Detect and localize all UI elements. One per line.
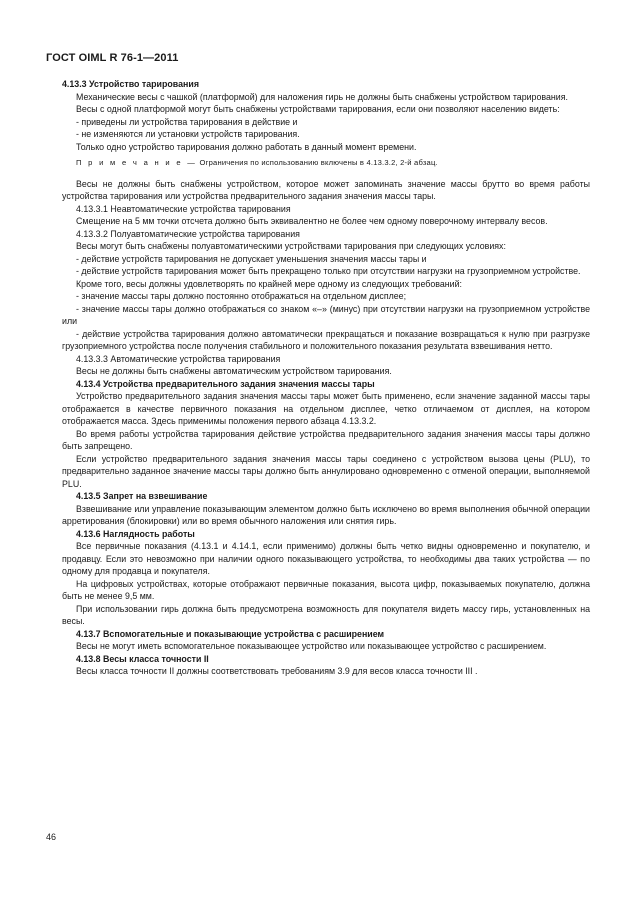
paragraph: Весы класса точности II должны соответствовать требованиям 3.9 для весов класса точности III .	[76, 666, 478, 676]
section-heading: 4.13.6 Наглядность работы	[76, 528, 195, 539]
paragraph: Весы могут быть снабжены полуавтоматическими устройствами тарирования при следующих условиях:	[76, 241, 506, 251]
paragraph: Все первичные показания (4.13.1 и 4.14.1, если применимо) должны быть четко видны одновременно и покупателю, и продавцу. Если это невозможно при наличии одного показывающего устройства, то необходимы два таких устройства — по одному для продавца и покупателя.	[62, 541, 590, 576]
note	[62, 157, 590, 170]
list-item: - приведены ли устройства тарирования в действие и	[76, 116, 298, 127]
document-header: ГОСТ OIML R 76-1—2011	[46, 52, 179, 64]
note-text: Ограничения по использованию включены в 4.13.3.2, 2-й абзац.	[199, 158, 438, 167]
section-heading: 4.13.5 Запрет на взвешивание	[76, 491, 208, 501]
paragraph: При использовании гирь должна быть предусмотрена возможность для покупателя видеть массу гирь, установленных на весы.	[62, 603, 590, 626]
list-item: - действие устройств тарирования не допускает уменьшения значения массы тары и	[76, 253, 427, 264]
paragraph: Весы не могут иметь вспомогательное показывающее устройство или показывающее устройство с расширением.	[76, 641, 547, 651]
page-number: 46	[46, 832, 57, 842]
paragraph: Смещение на 5 мм точки отсчета должно быть эквивалентно не более чем одному поверочному интервалу весов.	[76, 216, 548, 226]
subsection-heading: 4.13.3.2 Полуавтоматические устройства тарирования	[76, 228, 300, 239]
list-item: - действие устройства тарирования должно автоматически прекращаться и показание возвращаться к нулю при разгрузке грузоприемного устройства после получения стабильного и положительного показания результата взвешивания нетто.	[62, 328, 590, 351]
section-heading: 4.13.4 Устройства предварительного задания значения массы тары	[76, 378, 375, 389]
list-item: - значение массы тары должно отображаться со знаком «–» (минус) при отсутствии нагрузки на грузоприемном устройстве или	[62, 303, 590, 326]
paragraph: Если устройство предварительного задания значения массы тары соединено с устройством вызова цены (PLU), то предварительно заданное значение массы тары должно быть аннулировано одновременно с отменой операции, выполняемой PLU.	[62, 453, 590, 489]
paragraph: Только одно устройство тарирования должно работать в данный момент времени.	[76, 141, 417, 152]
paragraph: Весы не должны быть снабжены автоматическим устройством тарирования.	[76, 366, 392, 376]
paragraph: На цифровых устройствах, которые отображают первичные показания, высота цифр, показываемых покупателю, должна быть не менее 9,5 мм.	[62, 578, 590, 601]
list-item: - действие устройств тарирования может быть прекращено только при отсутствии нагрузки на грузоприемном устройстве.	[76, 266, 581, 276]
section-heading: 4.13.3 Устройство тарирования	[62, 79, 199, 89]
paragraph: Взвешивание или управление показывающим элементом должно быть исключено во время выполнения обычной операции арретирования (блокировки) или во время обычного наложения или снятия гирь.	[62, 503, 590, 526]
section-heading: 4.13.8 Весы класса точности II	[76, 653, 209, 664]
paragraph: Весы не должны быть снабжены устройством, которое может запоминать значение массы брутто во время работы устройства тарирования или устройства предварительного задания значения массы тары.	[62, 178, 590, 201]
subsection-heading: 4.13.3.1 Неавтоматические устройства тарирования	[76, 203, 291, 214]
paragraph: Кроме того, весы должны удовлетворять по крайней мере одному из следующих требований:	[76, 278, 462, 289]
section-heading: 4.13.7 Вспомогательные и показывающие устройства с расширением	[76, 628, 385, 639]
document-body	[62, 78, 590, 678]
note-label: П р и м е ч а н и е —	[76, 158, 198, 167]
paragraph: Устройство предварительного задания значения массы тары может быть применено, если значение заданной массы тары отображается в качестве первичного показания на отдельном дисплее, четко отличаемом от дисплея, на котором отображается масса. Здесь применимы положения первого абзаца 4.13.3.2.	[62, 391, 590, 426]
list-item: - не изменяются ли установки устройств тарирования.	[76, 129, 300, 139]
list-item: - значение массы тары должно постоянно отображаться на отдельном дисплее;	[76, 291, 407, 301]
paragraph: Весы с одной платформой могут быть снабжены устройствами тарирования, если они позволяют населению видеть:	[76, 104, 560, 114]
paragraph: Механические весы с чашкой (платформой) для наложения гирь не должны быть снабжены устройством тарирования.	[76, 91, 568, 102]
paragraph: Во время работы устройства тарирования действие устройства предварительного задания значения массы тары должно быть запрещено.	[62, 428, 590, 451]
subsection-heading: 4.13.3.3 Автоматические устройства тарирования	[76, 353, 281, 364]
